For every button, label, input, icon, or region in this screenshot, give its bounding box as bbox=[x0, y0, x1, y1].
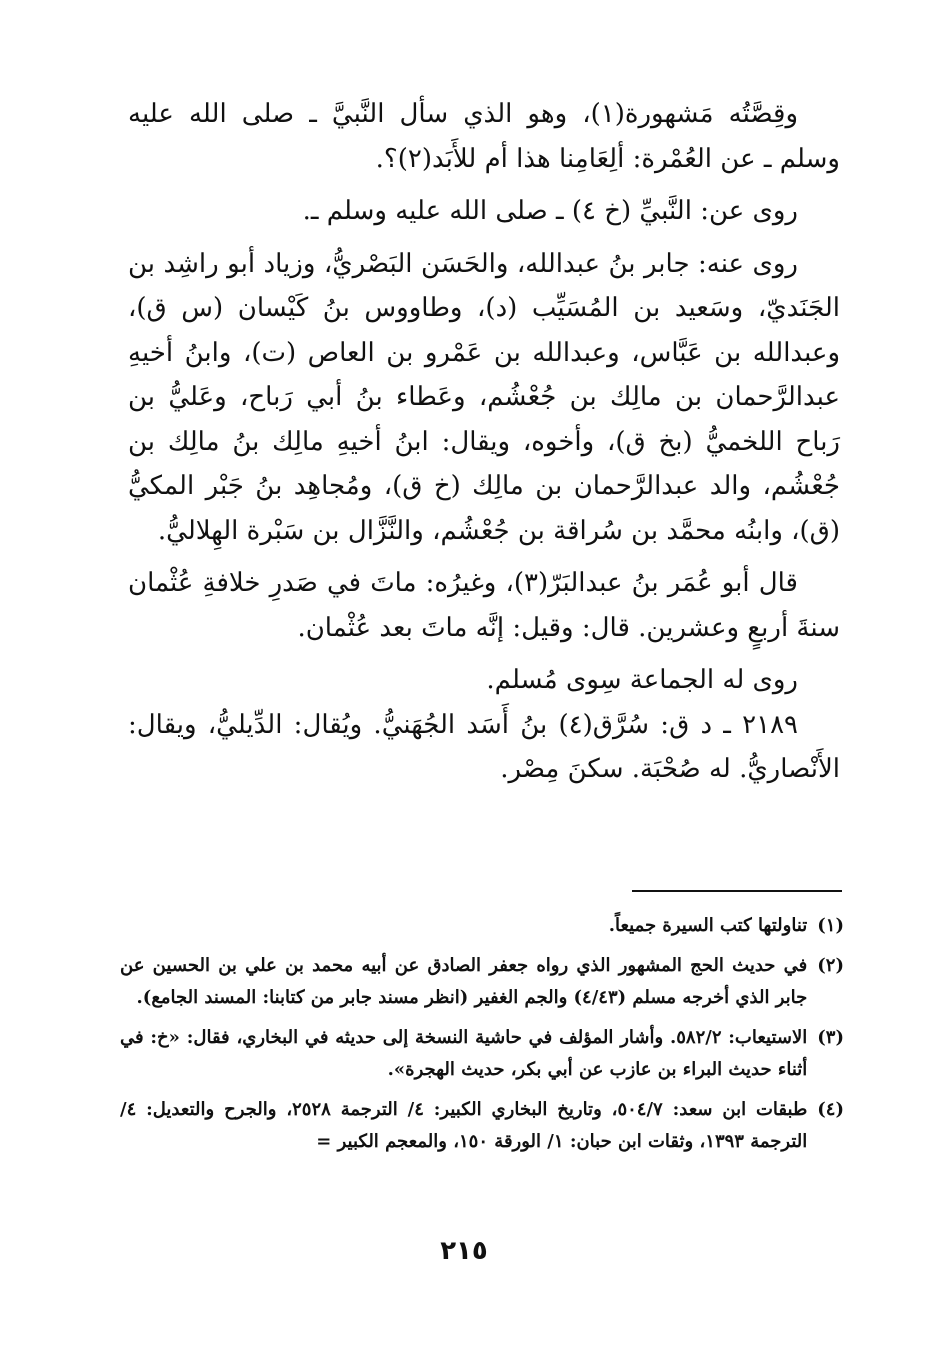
paragraph-narrators: روى له الجماعة سِوى مُسلم. bbox=[486, 665, 798, 695]
entry-2189: ٢١٨٩ ـ د ق: سُرَّق(٤) بنُ أَسَد الجُهَنيُّ. ويُقال: الدِّيليُّ، ويقال: الأَنْصاريُّ. له صُحْبَة. سكنَ مِصْر. bbox=[128, 709, 840, 784]
footnote-text: في حديث الحج المشهور الذي رواه جعفر الصادق عن أبيه محمد بن علي بن الحسين عن جابر الذي أخرجه مسلم (٤/٤٣) والجم الغفير (انظر مسند جابر من كتابنا: المسند الجامع). bbox=[120, 955, 808, 1008]
paragraph-story: وقِصَّتُه مَشهورة(١)، وهو الذي سأل النَّبيَّ ـ صلى الله عليه وسلم ـ عن العُمْرة: ألِعَامِنا هذا أم للأَبَد(٢)؟. bbox=[128, 99, 840, 174]
paragraph-death: قال أبو عُمَر بنُ عبدالبَرّ(٣)، وغيرُه: ماتَ في صَدرِ خلافةِ عُثْمان سنةَ أربعٍ وعشرين. قال: وقيل: إنَّه ماتَ بعد عُثْمان. bbox=[128, 568, 840, 643]
footnote bbox=[120, 950, 844, 1014]
footnote-number: (٤) bbox=[817, 1099, 844, 1120]
page-number: ٢١٥ bbox=[440, 1236, 488, 1266]
footnote-number: (٣) bbox=[817, 1027, 844, 1048]
footnote bbox=[120, 1094, 844, 1158]
footnote bbox=[120, 1022, 844, 1086]
footnote-separator bbox=[632, 890, 842, 892]
paragraph-narrated-from: روى عن: النَّبيِّ (خ ٤) ـ صلى الله عليه وسلم ـ. bbox=[302, 196, 798, 226]
footnote-text: طبقات ابن سعد: ٥٠٤/٧، وتاريخ البخاري الكبير: ٤/ الترجمة ٢٥٢٨، والجرح والتعديل: ٤/ الترجمة ١٣٩٣، وثقات ابن حبان: ١/ الورقة ١٥٠، والمعجم الكبير = bbox=[120, 1099, 808, 1152]
footnote-number: (٢) bbox=[817, 955, 844, 976]
footnote-number: (١) bbox=[817, 915, 844, 936]
main-text bbox=[128, 92, 840, 792]
footnote-text: الاستيعاب: ٥٨٢/٢. وأشار المؤلف في حاشية النسخة إلى حديثه في البخاري، فقال: «خ: في أثناء حديث البراء بن عازب عن أبي بكر، حديث الهجرة». bbox=[120, 1027, 808, 1080]
footnote bbox=[120, 910, 844, 942]
footnote-text: تناولتها كتب السيرة جميعاً. bbox=[608, 915, 808, 936]
footnotes bbox=[120, 910, 844, 1166]
paragraph-narrated-by: روى عنه: جابر بنُ عبدالله، والحَسَن البَصْريُّ، وزياد أبو راشِد بن الجَنَديّ، وسَعيد بن المُسَيِّب (د)، وطاووس بنُ كَيْسان (س ق)، وعبدالله بن عَبَّاس، وعبدالله بن عَمْرو بن العاص (ت)، وابنُ أخيهِ عبدالرَّحمان بن مالِك بن جُعْشُم، وعَطاء بنُ أبي رَباح، وعَليُّ بن رَباح اللخميُّ (بخ ق)، وأخوه، ويقال: ابنُ أخيهِ مالِك بنُ مالِك بن جُعْشُم، والد عبدالرَّحمان بن مالِك (خ ق)، ومُجاهِد بنُ جَبْر المكيُّ (ق)، وابنُه محمَّد بن سُراقة بن جُعْشُم، والنَّزَّال بن سَبْرة الهِلاليُّ. bbox=[128, 248, 840, 546]
